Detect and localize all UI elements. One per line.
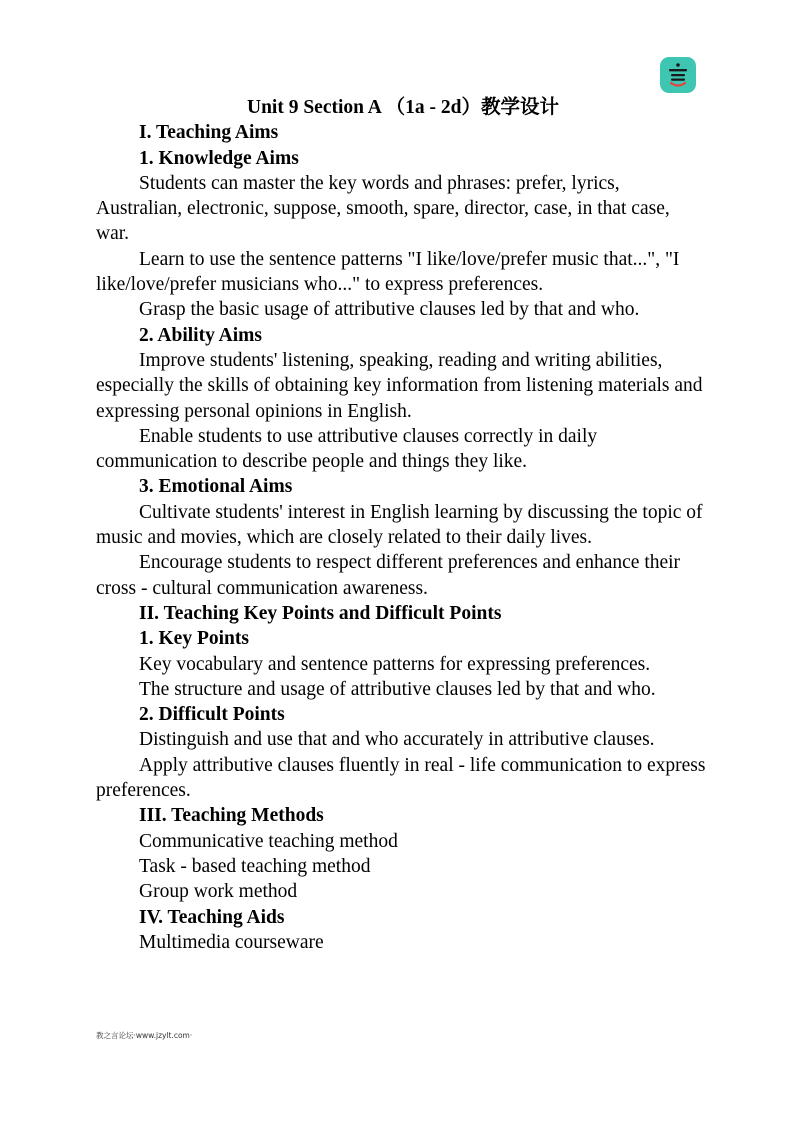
- section-heading: III. Teaching Methods: [139, 805, 324, 827]
- paragraph: Group work method: [139, 881, 298, 903]
- document-title: Unit 9 Section A （1a - 2d）教学设计: [246, 97, 560, 118]
- paragraph: The structure and usage of attributive clauses led by that and who.: [139, 678, 656, 700]
- section-heading: IV. Teaching Aids: [139, 906, 285, 928]
- paragraph: Communicative teaching method: [139, 830, 398, 852]
- paragraph: Learn to use the sentence patterns "I like/love/prefer music that...", "I like/love/prefer musicians who..." to express preferences.: [96, 248, 680, 296]
- paragraph: Encourage students to respect different preferences and enhance their cross - cultural communication awareness.: [96, 552, 681, 599]
- paragraph: Key vocabulary and sentence patterns for expressing preferences.: [139, 653, 651, 675]
- paragraph: Enable students to use attributive clauses correctly in daily communication to describe people and things they like.: [96, 425, 598, 473]
- footer-text: 教之言论坛·www.jzylt.com·: [96, 1031, 193, 1040]
- paragraph: Cultivate students' interest in English learning by discussing the topic of music and movies, which are closely related to their daily lives.: [96, 501, 703, 549]
- section-heading: 2. Difficult Points: [139, 704, 285, 726]
- section-heading: I. Teaching Aims: [139, 122, 279, 144]
- section-heading: II. Teaching Key Points and Difficult Points: [139, 602, 502, 624]
- section-heading: 1. Key Points: [139, 628, 249, 650]
- paragraph: Apply attributive clauses fluently in real - life communication to express preferences.: [96, 754, 706, 802]
- paragraph: Distinguish and use that and who accurately in attributive clauses.: [139, 729, 655, 751]
- section-heading: 3. Emotional Aims: [139, 476, 293, 498]
- paragraph: Multimedia courseware: [139, 931, 324, 953]
- document-body: [96, 95, 706, 955]
- paragraph: Improve students' listening, speaking, reading and writing abilities, especially the skills of obtaining key information from listening materials and expressing personal opinions in English.: [96, 349, 703, 422]
- site-logo-icon: [660, 57, 696, 93]
- section-heading: 2. Ability Aims: [139, 324, 262, 346]
- paragraph: Task - based teaching method: [139, 855, 371, 877]
- paragraph: Grasp the basic usage of attributive clauses led by that and who.: [139, 299, 640, 321]
- logo-glyph: [660, 57, 696, 93]
- section-heading: 1. Knowledge Aims: [139, 147, 299, 169]
- paragraph: Students can master the key words and phrases: prefer, lyrics, Australian, electronic, suppose, smooth, spare, director, case, in that case, war.: [96, 172, 670, 245]
